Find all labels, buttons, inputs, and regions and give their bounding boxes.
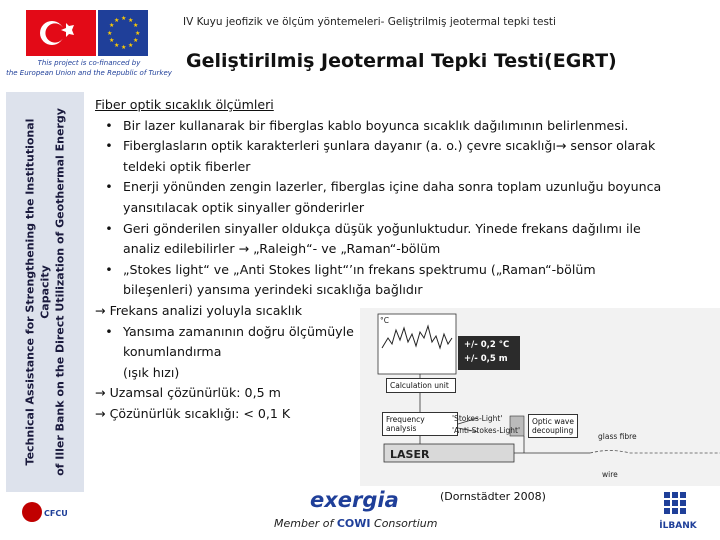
arrow-item: → Uzamsal çözünürlük: 0,5 m bbox=[95, 385, 281, 401]
cofinance-line-1: This project is co-financed by bbox=[37, 59, 141, 67]
svg-text:★: ★ bbox=[133, 22, 139, 29]
svg-text:★: ★ bbox=[135, 30, 141, 37]
svg-text:★: ★ bbox=[121, 15, 127, 22]
list-item: • Geri gönderilen sinyaller oldukça düşük yoğunluktudur. Yinede frekans dağılımı ile bbox=[105, 220, 641, 236]
svg-text:★: ★ bbox=[109, 37, 115, 44]
anti-stokes-light-label: 'Anti-Stokes-Light' bbox=[452, 426, 521, 435]
cfcu-logo-text: CFCU bbox=[44, 509, 68, 518]
optic-wave-decoupling-box: Optic wave decoupling bbox=[528, 414, 578, 438]
frequency-analysis-box: Frequency analysis bbox=[382, 412, 458, 436]
cfcu-logo bbox=[20, 497, 68, 527]
slide-title: Geliştirilmiş Jeotermal Tepki Testi(EGRT) bbox=[186, 50, 617, 72]
svg-text:★: ★ bbox=[107, 30, 113, 37]
ilbank-logo-text: İLBANK bbox=[659, 521, 697, 531]
laser-label: LASER bbox=[390, 448, 430, 461]
stokes-light-label: 'Stokes-Light' bbox=[452, 414, 503, 423]
slide-subtitle: IV Kuyu jeofizik ve ölçüm yöntemeleri- Geliştrilmiş jeotermal tepki testi bbox=[183, 16, 556, 28]
eu-flag-logo bbox=[98, 10, 148, 56]
temperature-unit-label: °C bbox=[380, 316, 389, 325]
arrow-icon: → bbox=[95, 385, 106, 401]
glass-fibre-label: glass fibre bbox=[598, 432, 637, 441]
svg-text:★: ★ bbox=[109, 22, 115, 29]
list-item-continued: konumlandırma bbox=[123, 344, 222, 360]
cofinance-line-2: the European Union and the Republic of Turkey bbox=[6, 69, 172, 77]
side-band-line-1: Technical Assistance for Strengthening the Institutional Capacity bbox=[23, 118, 52, 466]
list-item-continued: analiz edilebilirler → „Raleigh“- ve „Raman“-bölüm bbox=[123, 241, 441, 257]
list-item-continued: bileşenleri) yansıma yerindeki sıcaklığa bağlıdır bbox=[123, 282, 423, 298]
list-item: • Fiberglasların optik karakterleri şunlara dayanır (a. o.) çevre sıcaklığı→ sensor olarak bbox=[105, 138, 656, 154]
length-accuracy-label: +/- 0,5 m bbox=[464, 354, 508, 364]
svg-text:★: ★ bbox=[121, 44, 127, 51]
egrt-measurement-diagram bbox=[360, 308, 720, 486]
svg-text:★: ★ bbox=[128, 17, 134, 24]
arrow-item: → Frekans analizi yoluyla sıcaklık bbox=[95, 302, 303, 318]
cowi-logo: COWI bbox=[336, 517, 371, 530]
list-item: • Yansıma zamanının doğru ölçümüyle bbox=[105, 323, 354, 339]
svg-text:★: ★ bbox=[114, 42, 120, 49]
arrow-icon: → bbox=[95, 302, 106, 318]
ilbank-logo bbox=[654, 490, 702, 532]
side-band-line-2: of Iller Bank on the Direct Utilization of Geothermal Energy bbox=[53, 108, 67, 476]
list-item: • „Stokes light“ ve „Anti Stokes light“’ın frekans spektrumu („Raman“-bölüm bbox=[105, 261, 596, 277]
wire-label: wire bbox=[602, 470, 618, 479]
arrow-item: → Çözünürlük sıcaklığı: < 0,1 K bbox=[95, 405, 291, 421]
list-item: • Enerji yönünden zengin lazerler, fiberglas içine daha sonra toplam uzunluğu boyunca bbox=[105, 179, 662, 195]
list-item-continued: yansıtılacak optik sinyaller gönderirler bbox=[123, 199, 365, 215]
svg-text:★: ★ bbox=[114, 17, 120, 24]
cofinance-note bbox=[4, 58, 174, 78]
list-item-continued: (ışık hızı) bbox=[123, 364, 180, 380]
consortium-note: Member of COWI Consortium bbox=[274, 517, 438, 530]
list-item: • Bir lazer kullanarak bir fiberglas kablo boyunca sıcaklık dağılımının belirlenmesi. bbox=[105, 117, 629, 133]
svg-text:★: ★ bbox=[128, 42, 134, 49]
exergia-logo: exergia bbox=[310, 488, 399, 512]
list-item-continued: teldeki optik fiberler bbox=[123, 158, 251, 174]
citation: (Dornstädter 2008) bbox=[440, 490, 546, 503]
turkey-flag-logo bbox=[26, 10, 96, 56]
svg-text:★: ★ bbox=[133, 37, 139, 44]
side-band-text bbox=[23, 97, 68, 487]
section-heading: Fiber optik sıcaklık ölçümleri bbox=[95, 97, 274, 112]
calculation-unit-box: Calculation unit bbox=[386, 378, 456, 393]
arrow-icon: → bbox=[95, 405, 106, 421]
temperature-accuracy-label: +/- 0,2 °C bbox=[464, 340, 510, 350]
